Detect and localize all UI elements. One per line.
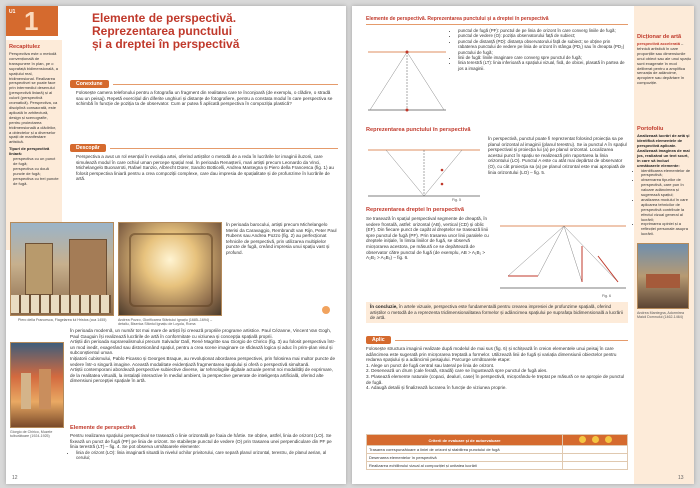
portofoliu-title: Portofoliu bbox=[637, 126, 664, 133]
descopar-p1: Perspectiva a avut un rol esențial în evoluția artei, oferind artiștilor o metodă de a reda în lucrările lor imaginii iluzorii, care simulează modul în care ochiul uman percepe spațiul real. În perioada Renașterii, mari artiști precum Leonardo da Vinci, Michelangelo Buonarroti, Rafael Sanzio, Albrecht Dürer, Sandro Botticelli, Andrea Mantegna și Piero della Francesca (fig. 1) au folosit perspectiva liniară pentru a crea compoziții complexe, care dau impresia de spațialitate și de profunzime în lucrările de artă. bbox=[76, 154, 334, 182]
table-row bbox=[367, 446, 628, 454]
punct-section bbox=[366, 124, 628, 135]
table-row-3: Realizarea echilibrului vizual al compoziției și unitatea lucrării bbox=[367, 462, 563, 470]
artwork-pozzo-image bbox=[118, 222, 222, 316]
portofoliu-item-2: • observarea tipurilor de perspectivă, care pun în valoare adâncimea și sugerează spațiul; bbox=[641, 178, 691, 198]
descopar-p4: Artiștii din perioada suprarealismului precum Salvador Dalí, René Magritte sau Giorgio de Chirico (fig. 3) au folosit perspectiva într-un mod inedit, exagerând sau distorsionând spațiul, pentru a crea scene imaginare ce sfidează logica și aduc în prim-plan visul și subconștientul uman. bbox=[70, 339, 336, 356]
page-number-left: 12 bbox=[12, 475, 18, 481]
list-item-pd: • punctul de distanță (PD): distanța observatorului față de subiect; se obține prin rabaterea punctului de vedere pe linia de orizont în stânga (PD₁) sau în dreapta (PD₂) punctului de fugă; bbox=[458, 39, 628, 55]
portofoliu-intro: Analizează lucrări de artă și identifică elementele de perspectivă aplicate. Analizează imaginea de mai jos, realizând un text scurt, în care să incluzi următoarele elemente: bbox=[637, 133, 690, 168]
aplic-step-2: 2. Desenează un drum (cale ferată, stradă) care se îngustează spre punctul de fugă ales. bbox=[366, 368, 548, 374]
figure-5-diagram bbox=[366, 136, 482, 200]
descopar-p6: Artiștii contemporani abordează perspective subiective diverse, iar tehnologiile digitale actuale permit noi modalități de exprimare, de la realitatea virtuală, la instalații interactive în mediul ambient, la perspective generate de inteligența artificială, oferind alte dimensiuni percepției spațiale în artă. bbox=[70, 367, 334, 384]
dict-text: – tehnică artistică în care proporțiile sau dimensiunile unui obiect sau ale unui spațiu sunt exagerate în mod deliberat pentru a amplifica senzația de adâncime, apropiere sau depărtare în compoziție. bbox=[637, 41, 691, 86]
fig6-label: Fig. 6 bbox=[602, 294, 611, 298]
descopar-p5: Inițiatorii cubismului, Pablo Picasso și Georges Braque, au revoluționat abordarea perspectivei, prin folosirea mai multor puncte de vedere într-o singură imagine. Această modalitate evidențiază fragmentarea spațiului și oferă o perspectivă simultană. bbox=[70, 355, 336, 367]
neutral-icon bbox=[592, 436, 599, 443]
header-divider bbox=[366, 24, 628, 25]
conexiune-label: Conexiune bbox=[70, 80, 109, 88]
fig5-label: Fig. 5 bbox=[452, 198, 461, 202]
title-line-1: Elemente de perspectivă. bbox=[92, 11, 237, 25]
list-item-o: • punctul de vedere (O): poziția observatorului față de subiect; bbox=[458, 33, 628, 38]
portofoliu-item-3: • analizarea modului în care aplicarea tehnicilor de perspectivă contribuie la efectul vizual general al lucrării; bbox=[641, 198, 691, 223]
aplic-text: Folosește structura imaginii realizate după modelul de mai sus (fig. 6) și schițează în creion elementele unui peisaj în care adâncimea este sugerată prin micșorarea treptată a formelor. Utilizează linii de fugă și variația dimensiunii obiectelor pentru redarea spațiului și a adâncimii peisajului. Parcurge următoarele etape: bbox=[366, 346, 617, 363]
table-row-2: Desenarea elementelor în perspectivă bbox=[367, 454, 563, 462]
recap-type-1: • perspectiva cu un punct de fugă; bbox=[13, 157, 59, 167]
caption-mantegna: Andrea Mantegna, Adormirea Maicii Domnului (1462-1464) bbox=[637, 311, 684, 320]
chapter-number-block bbox=[6, 6, 58, 36]
conexiune-text: Folosește camera telefonului pentru a fotografia un fragment din realitatea care te înconjoară (de exemplu, o clădire, o stradă sau un peisaj). Repetă exercițiul din diferite unghiuri și distanțe de fotografiere, pentru a constata modul în care perspectiva se schimbă în funcție de poziția ta de observator. Cum ar putea fi aplicată perspectiva în compoziția plastică? bbox=[76, 90, 333, 107]
descopar-p2: În perioada barocului, artiști precum Michelangelo Merisi da Caravaggio, Rembrandt van Rijn, Peter Paul Rubens sau Andrea Pozzo (fig. 2) au perfecționat tehnicile de perspectivă, prin utilizarea multiplelor puncte de fugă, creând impresia unui spațiu vast și profund. bbox=[226, 222, 337, 255]
running-header: Elemente de perspectivă. Reprezentarea punctului și a dreptei în perspectivă bbox=[366, 16, 549, 22]
recap-sidebar bbox=[6, 40, 62, 250]
page-number-right: 13 bbox=[678, 475, 684, 481]
aplic-step-1: 1. Alege un punct de fugă central sau lateral pe linia de orizont. bbox=[366, 362, 495, 368]
title-line-2: Reprezentarea punctului bbox=[92, 24, 233, 38]
table-row bbox=[367, 462, 628, 470]
elements-title: Elemente de perspectivă bbox=[70, 425, 136, 431]
punct-title: Reprezentarea punctului în perspectivă bbox=[366, 127, 471, 133]
descopar-label: Descopăr bbox=[70, 144, 106, 152]
caption-fig2: Andrea Pozzo, Glorificarea Sfântului Ignațiu (1685–1694) – detaliu, Biserica Sfântul Ignațiu de Loyola, Roma bbox=[118, 318, 213, 327]
hand-pointer-icon bbox=[322, 306, 330, 314]
sad-icon bbox=[605, 436, 612, 443]
recap-body: Perspectiva este o metodă convențională de transpunere în plan, pe o suprafață bidimensională, a spațiului real, tridimensional. Realizarea perspectivei se poate face prin intermediul desenului (perspectivă liniară) și al culorii (perspectivă cromatică). Perspectiva, ca disciplină consacrată, este aplicată în arhitectură, design și scenografie, pentru proiectarea tridimensională a clădirilor, a obiectelor și a diverselor spații de manifestare artistică. bbox=[9, 51, 58, 145]
descopar-section bbox=[70, 140, 338, 182]
artwork-mantegna-image bbox=[637, 243, 689, 309]
chapter-number: 1 bbox=[24, 6, 39, 36]
portofoliu-item-4: • exprimarea opiniei și a reflecției personale asupra lucrării. bbox=[641, 222, 691, 237]
evaluation-table bbox=[366, 434, 628, 470]
figure-4-diagram bbox=[366, 32, 448, 118]
concluzie-label: În concluzie, bbox=[370, 304, 398, 309]
dreapta-section bbox=[366, 204, 628, 215]
artwork-flagelarea-image bbox=[10, 222, 114, 316]
page-title bbox=[92, 12, 332, 51]
table-row bbox=[367, 454, 628, 462]
list-item-linii: • linii de fugă: liniile imaginare care converg spre punctul de fugă; bbox=[458, 55, 628, 60]
caption-fig1: Piero della Francesca, Flagelarea lui Hristos (cca 1455) bbox=[18, 318, 107, 322]
portofoliu-item-1: • identificarea elementelor de perspectivă; bbox=[641, 169, 691, 179]
smile-icon bbox=[579, 436, 586, 443]
right-page bbox=[352, 6, 694, 484]
recap-types-title: Tipuri de perspectivă liniară: bbox=[9, 146, 50, 157]
table-header: Criterii de evaluare și de autoevaluare bbox=[367, 435, 563, 446]
list-item-pf: • punctul de fugă (PF): punctul de pe linia de orizont în care converg liniile de fugă; bbox=[458, 28, 628, 33]
artwork-chirico-image bbox=[10, 342, 64, 428]
dreapta-title: Reprezentarea dreptei în perspectivă bbox=[366, 207, 464, 213]
title-line-3: și a dreptei în perspectivă bbox=[92, 37, 240, 51]
aplic-step-4: 4. Adaugă detalii și finalizează lucrarea în funcție de viziunea proprie. bbox=[366, 385, 507, 391]
elements-list bbox=[452, 28, 628, 71]
aplic-label: Aplic bbox=[366, 336, 391, 344]
elements-item-lo: • linia de orizont (LO): linia imaginară situată la nivelul ochilor privitorului, care separă planul orizontal, terestru, de planul aerian, al cerului; bbox=[76, 450, 338, 461]
concluzie-box bbox=[366, 302, 628, 323]
recap-type-3: • perspectiva cu trei puncte de fugă. bbox=[13, 177, 59, 187]
dreapta-text: Se trasează în spațiul perspectival segmente de dreaptă, în vedere frontală, astfel: orizontal (AB), vertical (CD) și oblic (EF). Din fiecare punct de capăt al dreptelor se trasează linii spre punctul de fugă (PF). Prin trasarea unor linii paralele cu dreptele inițiale, în limita liniilor de fugă, se observă micșorarea acestora, pe măsură ce se depărtează de observator către punctul de fugă (de exemplu, AB > A₁B₁ > A₂B₂ > A₃B₃) – fig. 6. bbox=[366, 216, 489, 261]
caption-fig3: Giorgio de Chirico, Muzele tulburătoare (1924-1925) bbox=[10, 430, 53, 439]
list-item-lt: • linia terestră (LT): linia inferioară a spațiului vizual, fixă, de obicei, plasată în partea de jos a imaginii. bbox=[458, 60, 628, 71]
dict-title: Dicționar de artă bbox=[637, 34, 682, 40]
recap-type-2: • perspectiva cu două puncte de fugă; bbox=[13, 167, 59, 177]
aplic-section bbox=[366, 332, 628, 391]
elements-section bbox=[70, 422, 338, 461]
conexiune-section bbox=[70, 76, 338, 107]
concluzie-text: în artele vizuale, perspectiva este fundamentală pentru crearea impresiei de profunzime spațială, oferind artiștilor o metodă de a reprezenta tridimensionalitatea formelor și adâncimea spațiului pe suprafața bidimensională a lucrării de artă. bbox=[370, 304, 623, 321]
table-row-1: Trasarea corespunzătoare a liniei de orizont și stabilirea punctului de fugă bbox=[367, 446, 563, 454]
right-sidebar bbox=[634, 6, 694, 484]
aplic-step-3: 3. Plasează elemente naturale (copaci, dealuri, case) în perspectivă, micșorându-le treptat pe măsură ce se apropie de punctul de fugă. bbox=[366, 373, 625, 385]
recap-title: Recapitulez bbox=[9, 44, 41, 50]
table-emoji-header bbox=[563, 435, 628, 446]
punct-text: În perspectivă, punctul poate fi reprezentat folosind proiecția sa pe planul orizontal al imaginii (planul terestru). Se ia punctul A în spațiul perspectival și proiecția lui (a) pe planul orizontal. Localizarea acestui punct în spațiu se realizează prin raportarea la linia orizontului (LO). Punctul A este cu atât mai depărtat de observator (O), cu cât proiecția sa (a) pe planul orizontal este mai apropiată de linia orizontului (LO) – fig. 5. bbox=[488, 136, 627, 175]
left-page bbox=[6, 6, 346, 484]
descopar-continued bbox=[70, 328, 338, 384]
figure-6-diagram bbox=[498, 216, 628, 292]
unit-label: U1 bbox=[9, 9, 16, 15]
dict-term: perspectivă accelerată bbox=[637, 41, 680, 46]
descopar-p3: În perioada modernă, un număr tot mai mare de artiști își creează propriile programe artistice. Paul Cézanne, Vincent Van Gogh, Paul Gauguin își realizează lucrările de artă în conformitate cu viziunea și concepția spațială proprii. bbox=[70, 328, 332, 339]
elements-p1: Pentru realizarea spațiului perspectival se trasează o linie orizontală pe foaia de hârtie. Se obține, astfel, linia de orizont (LO). Se fixează un punct de fugă (PF) pe linia de orizont. Se stabilește punctul de vedere (O) prin trasarea unei perpendiculare din PF pe linia terestră (LT) – fig. 4. Se pot observa următoarele elemente: bbox=[70, 433, 332, 450]
